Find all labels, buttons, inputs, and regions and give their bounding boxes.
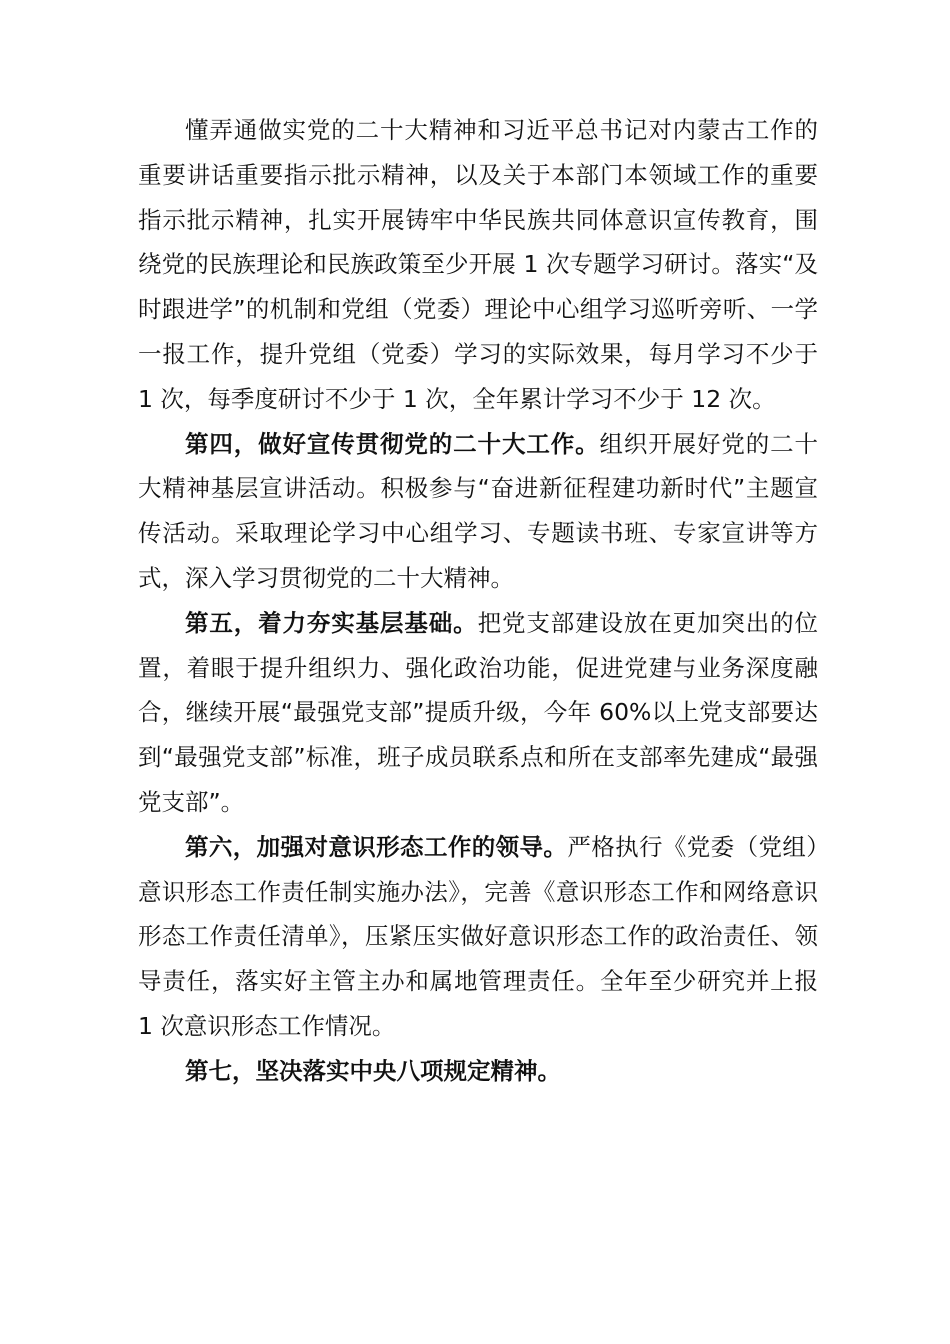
paragraph-lead: 第六，加强对意识形态工作的领导。 [185,832,568,861]
document-body [138,108,818,1094]
paragraph-lead: 第七，坚决落实中央八项规定精神。 [185,1056,561,1085]
paragraph-continuation [138,108,818,422]
paragraph-sixth [138,825,818,1049]
paragraph-fourth [138,422,818,601]
paragraph-fifth [138,601,818,825]
paragraph-text: 懂弄通做实党的二十大精神和习近平总书记对内蒙古工作的重要讲话重要指示批示精神，以及关于本部门本领域工作的重要指示批示精神，扎实开展铸牢中华民族共同体意识宣传教育，围绕党的民族理论和民族政策至少开展 1 次专题学习研讨。落实“及时跟进学”的机制和党组（党委）理论中心组学习巡听旁听、一学一报工作，提升党组（党委）学习的实际效果，每月学习不少于 1 次，每季度研讨不少于 1 次，全年累计学习不少于 12 次。 [138,116,818,413]
paragraph-text: 把党支部建设放在更加突出的位置，着眼于提升组织力、强化政治功能，促进党建与业务深度融合，继续开展“最强党支部”提质升级，今年 60%以上党支部要达到“最强党支部”标准，班子成员联系点和所在支部率先建成“最强党支部”。 [138,608,819,816]
paragraph-lead: 第四，做好宣传贯彻党的二十大工作。 [185,429,600,458]
paragraph-seventh [138,1049,818,1094]
paragraph-text: 严格执行《党委（党组）意识形态工作责任制实施办法》，完善《意识形态工作和网络意识形态工作责任清单》，压紧压实做好意识形态工作的政治责任、领导责任，落实好主管主办和属地管理责任。全年至少研究并上报 1 次意识形态工作情况。 [138,832,819,1040]
paragraph-lead: 第五，着力夯实基层基础。 [185,608,478,637]
paragraph-text: 组织开展好党的二十大精神基层宣讲活动。积极参与“奋进新征程建功新时代”主题宣传活动。采取理论学习中心组学习、专题读书班、专家宣讲等方式，深入学习贯彻党的二十大精神。 [138,429,819,592]
